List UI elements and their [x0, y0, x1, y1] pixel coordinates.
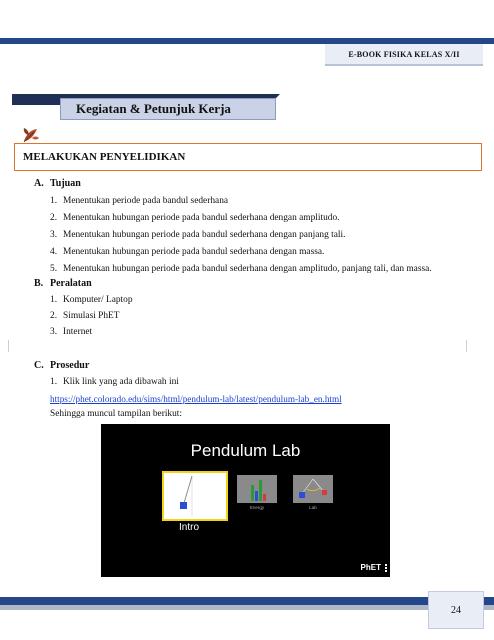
list-item: 1. Komputer/ Laptop — [50, 295, 133, 305]
list-item: 5. Menentukan hubungan periode pada bandul sederhana dengan amplitudo, panjang tali, dan massa. — [50, 264, 432, 274]
list-item: 3. Internet — [50, 327, 93, 337]
intro-label: Intro — [179, 522, 200, 533]
energy-screen-card — [237, 475, 277, 503]
lab-screen-card — [293, 475, 333, 503]
lab-pendulum-icon — [293, 475, 333, 503]
leaf-icon — [22, 127, 40, 143]
book-title: E-BOOK FISIKA KELAS X/II — [348, 49, 460, 59]
list-item: 2. Simulasi PhET — [50, 311, 120, 321]
list-item: 1. Klik link yang ada dibawah ini — [50, 377, 179, 387]
energy-label: Energy — [249, 505, 265, 510]
list-item: 1. Menentukan periode pada bandul sederhana — [50, 196, 229, 206]
page-number-box — [428, 591, 484, 629]
footer-bar — [0, 597, 494, 605]
menu-dots-icon — [385, 564, 387, 572]
inquiry-box — [14, 143, 482, 171]
section-prosedur-heading: C. Prosedur — [34, 360, 90, 371]
page-mark-left — [8, 340, 9, 352]
footer-shadow — [0, 605, 494, 610]
intro-screen-card — [162, 471, 228, 521]
energy-bars-icon — [237, 475, 277, 503]
phet-link[interactable]: https://phet.colorado.edu/sims/html/pendulum-lab/latest/pendulum-lab_en.html — [50, 394, 342, 404]
list-item: 3. Menentukan hubungan periode pada bandul sederhana dengan panjang tali. — [50, 230, 346, 240]
page-number: 24 — [451, 604, 461, 616]
lab-label: Lab — [309, 505, 317, 510]
section-peralatan-heading: B. Peralatan — [34, 278, 92, 289]
list-item: 4. Menentukan hubungan periode pada bandul sederhana dengan massa. — [50, 247, 325, 257]
inquiry-title: MELAKUKAN PENYELIDIKAN — [23, 151, 186, 163]
phet-logo: PhET — [360, 563, 381, 572]
pendulum-icon — [164, 473, 226, 519]
section-banner-title: Kegiatan & Petunjuk Kerja — [76, 101, 231, 116]
after-link-text: Sehingga muncul tampilan berikut: — [50, 409, 183, 419]
list-item: 2. Menentukan hubungan periode pada bandul sederhana dengan amplitudo. — [50, 213, 340, 223]
section-banner — [60, 98, 276, 120]
phet-title: Pendulum Lab — [190, 441, 301, 460]
phet-screenshot — [101, 424, 390, 577]
section-tujuan-heading: A. Tujuan — [34, 178, 81, 189]
page-mark-right — [466, 340, 467, 352]
header-title-box — [325, 44, 483, 66]
